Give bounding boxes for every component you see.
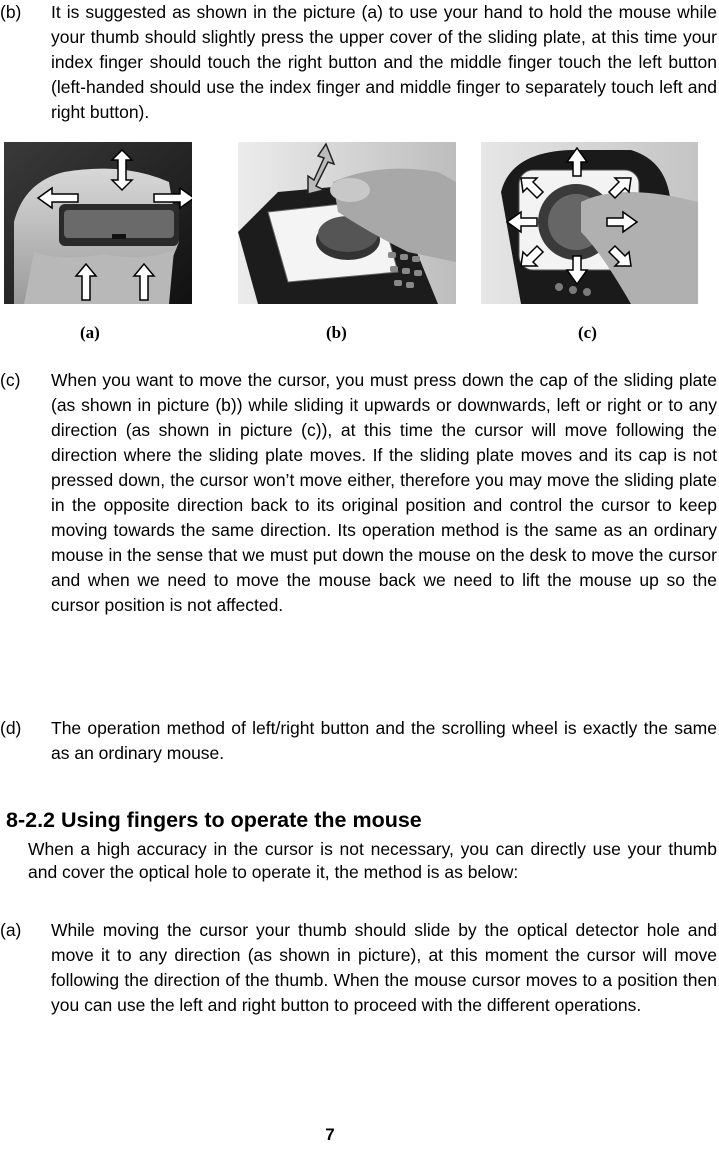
item-b-marker: (b) bbox=[0, 2, 22, 22]
item-a2-marker: (a) bbox=[0, 920, 22, 940]
section-intro: When a high accuracy in the cursor is not necessary, you can directly use your thumb and cover the optical hole to operate it, the method is as below: bbox=[28, 839, 717, 882]
item-c-text: When you want to move the cursor, you must press down the cap of the sliding plate (as shown in picture (b)) while sliding it upwards or downwards, left or right or to any direction (as shown in picture (c)), at this time the cursor will move following the direction where the sliding plate moves. If the sliding plate moves and its cap is not pressed down, the cursor won’t move either, therefore you may move the sliding plate in the opposite direction back to its original position and control the cursor to keep moving towards the same direction. Its operation method is the same as an ordinary mouse in the sense that we must put down the mouse on the desk to move the cursor and when we need to move the mouse back we need to lift the mouse up so the cursor position is not affected. bbox=[51, 370, 717, 615]
figure-b-caption: (b) bbox=[326, 323, 347, 342]
section-heading: 8-2.2 Using fingers to operate the mouse bbox=[6, 808, 422, 832]
page-number: 7 bbox=[325, 1125, 335, 1144]
figure-c-photo bbox=[481, 142, 698, 304]
figure-c-caption: (c) bbox=[578, 323, 597, 342]
item-b-text: It is suggested as shown in the picture (a) to use your hand to hold the mouse while your thumb should slightly press the upper cover of the sliding plate, at this time your index finger should touch the right button and the middle finger touch the left button (left-handed should use the index finger and middle finger to separately touch left and right button). bbox=[51, 2, 717, 122]
item-c-marker: (c) bbox=[0, 370, 21, 390]
item-d-marker: (d) bbox=[0, 718, 22, 738]
figure-a-photo bbox=[4, 142, 192, 304]
figure-b-photo bbox=[238, 142, 456, 304]
figure-a-caption: (a) bbox=[80, 323, 100, 342]
item-a2-text: While moving the cursor your thumb should slide by the optical detector hole and move it to any direction (as shown in picture), at this moment the cursor will move following the direction of the thumb. When the mouse cursor moves to a position then you can use the left and right button to proceed with the different operations. bbox=[51, 920, 717, 1015]
item-d-text: The operation method of left/right button and the scrolling wheel is exactly the same as an ordinary mouse. bbox=[51, 718, 717, 763]
